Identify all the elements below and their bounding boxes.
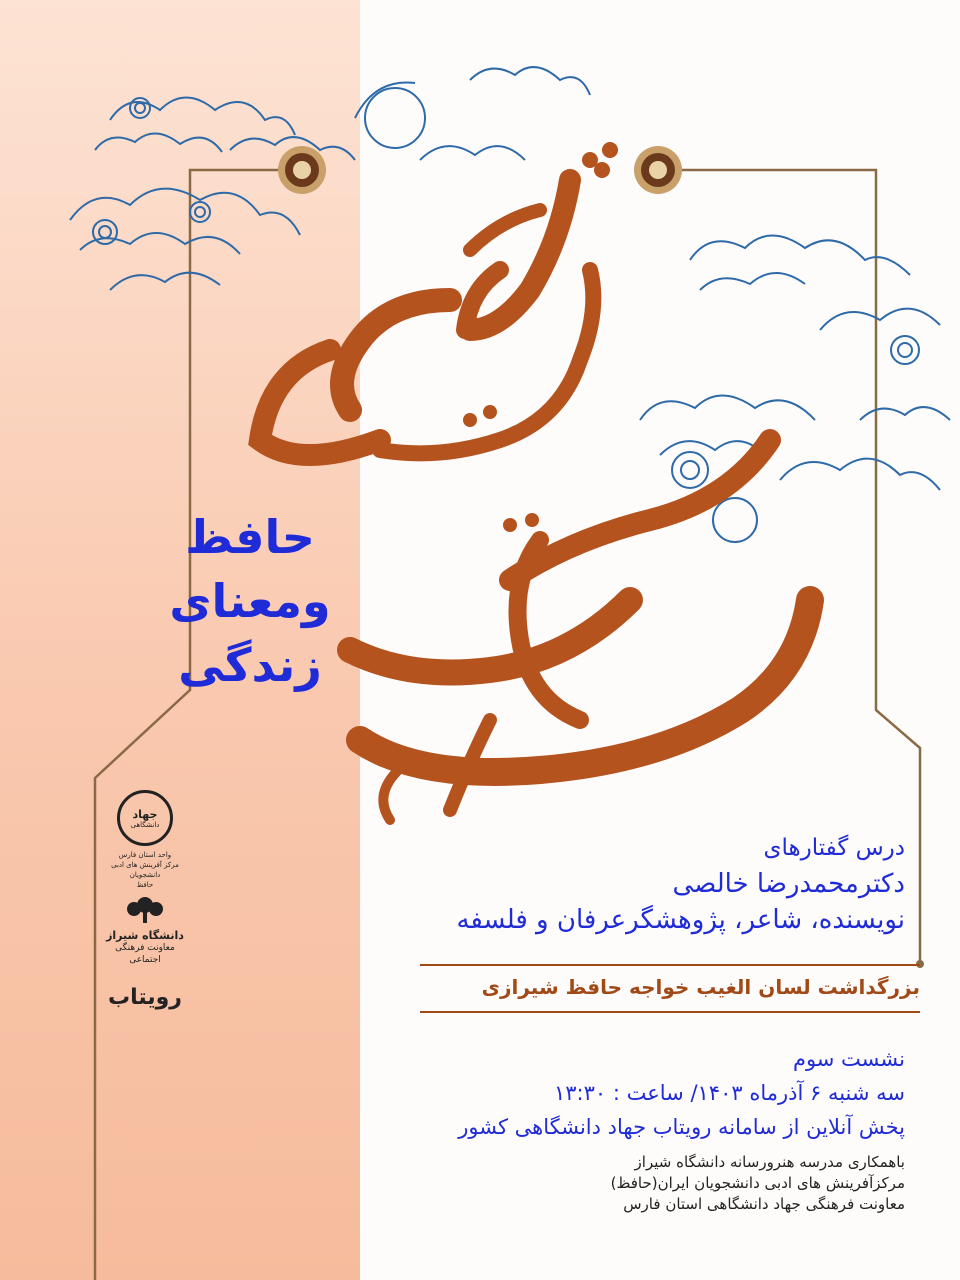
roytab-logo-name: رویتاب [108, 985, 182, 1010]
jahad-logo [100, 790, 190, 890]
jahad-logo-name: جهاد [132, 807, 158, 821]
collaboration-credits [611, 1152, 905, 1215]
subtitle-line-2: ومعنای [169, 574, 331, 628]
session-datetime: سه شنبه ۶ آذرماه ۱۴۰۳/ ساعت : ۱۳:۳۰ [554, 1081, 905, 1105]
subtitle-hafez-meaning-of-life [140, 505, 360, 697]
subtitle-line-3: زندگی [178, 638, 322, 692]
jahad-logo-sub: دانشگاهی [130, 820, 160, 829]
roytab-logo [100, 985, 190, 1010]
collab-line-2: مرکزآفرینش های ادبی دانشجویان ایران(حافظ) [610, 1174, 905, 1192]
lecture-info [456, 830, 905, 938]
shiraz-logo-name: دانشگاه شیراز [106, 929, 184, 942]
calligraphy-hafez-shenasi [210, 120, 850, 840]
jahad-caption-1: واحد استان فارس [118, 851, 172, 859]
shiraz-university-logo [100, 895, 190, 966]
tree-icon [120, 895, 170, 925]
session-title: نشست سوم [792, 1047, 905, 1071]
session-info [458, 1042, 905, 1144]
speaker-roles: نویسنده، شاعر، پژوهشگرعرفان و فلسفه [456, 905, 905, 935]
honor-top-rule [420, 964, 920, 966]
jahad-caption-2: مرکز آفرینش های ادبی دانشجویان [111, 861, 179, 879]
jahad-caption-3: حافظ [136, 881, 154, 889]
shiraz-logo-caption: معاونت فرهنگی اجتماعی [115, 943, 175, 965]
honor-title: بزرگداشت لسان الغیب خواجه حافظ شیرازی [420, 975, 920, 1013]
session-broadcast: پخش آنلاین از سامانه رویتاب جهاد دانشگاهی کشور [458, 1115, 905, 1139]
lecture-heading: درس گفتارهای [763, 835, 905, 861]
subtitle-line-1: حافظ [185, 510, 315, 564]
collab-line-1: باهمکاری مدرسه هنرورسانه دانشگاه شیراز [634, 1153, 905, 1171]
speaker-name: دکترمحمدرضا خالصی [672, 869, 905, 899]
collab-line-3: معاونت فرهنگی جهاد دانشگاهی استان فارس [623, 1195, 905, 1213]
